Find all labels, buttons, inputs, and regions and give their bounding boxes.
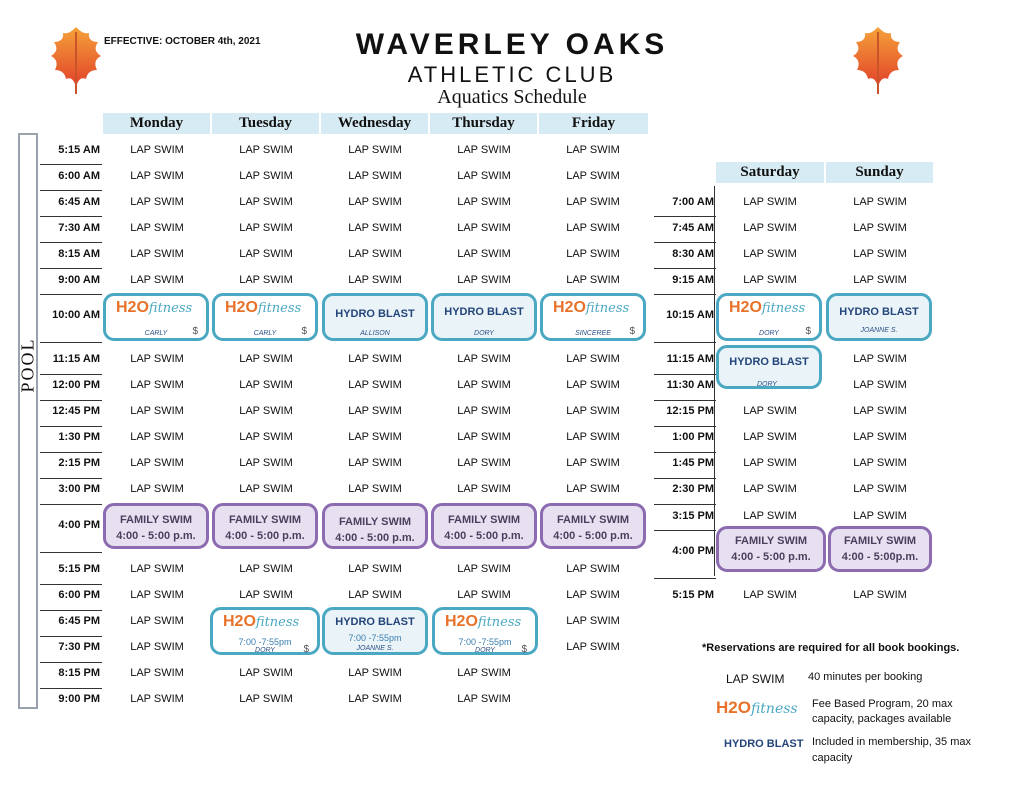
h2o-fitness-class	[210, 607, 320, 655]
legend-hydro-desc-1: Included in membership, 35 max	[812, 736, 971, 748]
time-label-weekend: 5:15 PM	[672, 589, 714, 601]
time-label-weekend: 7:00 AM	[672, 196, 714, 208]
lap-swim-cell: LAP SWIM	[130, 144, 184, 156]
h2o-fitness-class	[432, 607, 538, 655]
lap-swim-cell: LAP SWIM	[743, 510, 797, 522]
time-label: 9:00 PM	[58, 693, 100, 705]
lap-swim-cell: LAP SWIM	[853, 248, 907, 260]
lap-swim-cell: LAP SWIM	[348, 693, 402, 705]
row-divider	[40, 478, 102, 479]
lap-swim-cell: LAP SWIM	[239, 170, 293, 182]
instructor-name: JOANNE S.	[860, 327, 898, 334]
time-label-weekend: 10:15 AM	[666, 309, 714, 321]
row-divider	[40, 190, 102, 191]
row-divider	[40, 268, 102, 269]
dollar-icon: $	[629, 326, 635, 337]
lap-swim-cell: LAP SWIM	[130, 615, 184, 627]
family-swim-class	[322, 503, 428, 549]
row-divider-weekend	[654, 452, 716, 453]
h2o-fitness-logo: H2Ofitness	[116, 299, 193, 316]
lap-swim-cell: LAP SWIM	[743, 589, 797, 601]
family-swim-label: FAMILY SWIM	[119, 514, 193, 526]
h2o-fitness-logo: H2Ofitness	[223, 613, 300, 630]
h2o-fitness-logo: H2Ofitness	[225, 299, 302, 316]
row-divider-weekend	[654, 578, 716, 579]
legend-h2o-desc-2: capacity, packages available	[812, 713, 952, 725]
lap-swim-cell: LAP SWIM	[853, 353, 907, 365]
class-time: 7:00 -7:55pm	[458, 637, 512, 647]
instructor-name: ALLISON	[360, 330, 390, 337]
family-swim-label: FAMILY SWIM	[228, 514, 302, 526]
lap-swim-cell: LAP SWIM	[239, 353, 293, 365]
lap-swim-cell: LAP SWIM	[457, 589, 511, 601]
row-divider	[40, 662, 102, 663]
time-label-weekend: 12:15 PM	[666, 405, 714, 417]
time-label-weekend: 1:45 PM	[672, 457, 714, 469]
family-swim-time: 4:00 - 5:00 p.m.	[444, 530, 524, 542]
day-header-friday: Friday	[539, 113, 648, 134]
instructor-name: CARLY	[144, 330, 168, 337]
lap-swim-cell: LAP SWIM	[743, 222, 797, 234]
lap-swim-cell: LAP SWIM	[457, 667, 511, 679]
time-label-weekend: 3:15 PM	[672, 510, 714, 522]
lap-swim-cell: LAP SWIM	[130, 589, 184, 601]
family-swim-label: FAMILY SWIM	[843, 535, 917, 547]
time-label: 8:15 AM	[58, 248, 100, 260]
dollar-icon: $	[521, 644, 527, 655]
lap-swim-cell: LAP SWIM	[130, 353, 184, 365]
row-divider	[40, 504, 102, 505]
time-label: 6:00 AM	[58, 170, 100, 182]
row-divider-weekend	[654, 374, 716, 375]
lap-swim-cell: LAP SWIM	[130, 563, 184, 575]
lap-swim-cell: LAP SWIM	[457, 144, 511, 156]
hydro-blast-class	[322, 607, 428, 655]
legend-h2o-logo: H2Ofitness	[716, 698, 798, 717]
lap-swim-cell: LAP SWIM	[457, 248, 511, 260]
row-divider-weekend	[654, 478, 716, 479]
time-label: 9:00 AM	[58, 274, 100, 286]
time-label: 6:45 PM	[58, 615, 100, 627]
lap-swim-cell: LAP SWIM	[853, 457, 907, 469]
time-label: 12:00 PM	[52, 379, 100, 391]
h2o-fitness-class	[212, 293, 318, 341]
time-label: 5:15 AM	[58, 144, 100, 156]
instructor-name: SINCEREE	[575, 330, 611, 337]
family-swim-label: FAMILY SWIM	[734, 535, 808, 547]
family-swim-class	[212, 503, 318, 549]
legend-h2o-desc-1: Fee Based Program, 20 max	[812, 698, 953, 710]
lap-swim-cell: LAP SWIM	[853, 589, 907, 601]
lap-swim-cell: LAP SWIM	[239, 248, 293, 260]
hydro-blast-class	[322, 293, 428, 341]
day-header-saturday: Saturday	[716, 162, 824, 183]
lap-swim-cell: LAP SWIM	[130, 483, 184, 495]
lap-swim-cell: LAP SWIM	[457, 483, 511, 495]
time-label: 7:30 AM	[58, 222, 100, 234]
family-swim-label: FAMILY SWIM	[447, 514, 521, 526]
instructor-name: DORY	[475, 647, 495, 654]
instructor-name: DORY	[759, 330, 779, 337]
lap-swim-cell: LAP SWIM	[853, 196, 907, 208]
lap-swim-cell: LAP SWIM	[348, 483, 402, 495]
time-label: 7:30 PM	[58, 641, 100, 653]
schedule-title: Aquatics Schedule	[437, 86, 587, 108]
weekend-divider	[714, 186, 715, 576]
day-header-wednesday: Wednesday	[321, 113, 428, 134]
lap-swim-cell: LAP SWIM	[348, 144, 402, 156]
row-divider	[40, 242, 102, 243]
lap-swim-cell: LAP SWIM	[239, 589, 293, 601]
lap-swim-cell: LAP SWIM	[239, 196, 293, 208]
lap-swim-cell: LAP SWIM	[130, 170, 184, 182]
family-swim-time: 4:00 - 5:00 p.m.	[116, 530, 196, 542]
lap-swim-cell: LAP SWIM	[130, 222, 184, 234]
lap-swim-cell: LAP SWIM	[130, 431, 184, 443]
lap-swim-cell: LAP SWIM	[457, 170, 511, 182]
lap-swim-cell: LAP SWIM	[457, 563, 511, 575]
instructor-name: DORY	[255, 647, 275, 654]
lap-swim-cell: LAP SWIM	[457, 457, 511, 469]
instructor-name: DORY	[474, 330, 494, 337]
lap-swim-cell: LAP SWIM	[853, 379, 907, 391]
h2o-fitness-class	[540, 293, 646, 341]
family-swim-time: 4:00 - 5:00 p.m.	[335, 532, 415, 544]
lap-swim-cell: LAP SWIM	[348, 222, 402, 234]
lap-swim-cell: LAP SWIM	[130, 667, 184, 679]
lap-swim-cell: LAP SWIM	[457, 222, 511, 234]
lap-swim-cell: LAP SWIM	[239, 563, 293, 575]
time-label-weekend: 4:00 PM	[672, 545, 714, 557]
lap-swim-cell: LAP SWIM	[239, 405, 293, 417]
family-swim-time: 4:00 - 5:00 p.m.	[731, 551, 811, 563]
family-swim-class	[103, 503, 209, 549]
lap-swim-cell: LAP SWIM	[348, 405, 402, 417]
lap-swim-cell: LAP SWIM	[348, 170, 402, 182]
instructor-name: CARLY	[253, 330, 277, 337]
row-divider	[40, 552, 102, 553]
row-divider-weekend	[654, 294, 716, 295]
row-divider	[40, 452, 102, 453]
lap-swim-cell: LAP SWIM	[853, 510, 907, 522]
row-divider-weekend	[654, 504, 716, 505]
time-label-weekend: 7:45 AM	[672, 222, 714, 234]
dollar-icon: $	[805, 326, 811, 337]
lap-swim-cell: LAP SWIM	[566, 589, 620, 601]
row-divider-weekend	[654, 342, 716, 343]
lap-swim-cell: LAP SWIM	[457, 274, 511, 286]
hydro-blast-label: HYDRO BLAST	[729, 356, 809, 368]
family-swim-class	[828, 526, 932, 572]
hydro-blast-class	[431, 293, 537, 341]
lap-swim-cell: LAP SWIM	[457, 196, 511, 208]
lap-swim-cell: LAP SWIM	[239, 483, 293, 495]
lap-swim-cell: LAP SWIM	[566, 222, 620, 234]
family-swim-label: FAMILY SWIM	[556, 514, 630, 526]
legend-hydro-desc-2: capacity	[812, 752, 853, 764]
hydro-blast-class	[826, 293, 932, 341]
row-divider	[40, 636, 102, 637]
row-divider	[40, 294, 102, 295]
lap-swim-cell: LAP SWIM	[743, 196, 797, 208]
row-divider	[40, 374, 102, 375]
lap-swim-cell: LAP SWIM	[853, 431, 907, 443]
family-swim-time: 4:00 - 5:00p.m.	[841, 551, 919, 563]
hydro-blast-label: HYDRO BLAST	[839, 306, 919, 318]
row-divider	[40, 164, 102, 165]
lap-swim-cell: LAP SWIM	[566, 641, 620, 653]
lap-swim-cell: LAP SWIM	[566, 457, 620, 469]
row-divider	[40, 688, 102, 689]
h2o-fitness-logo: H2Ofitness	[445, 613, 522, 630]
lap-swim-cell: LAP SWIM	[743, 457, 797, 469]
family-swim-class	[431, 503, 537, 549]
time-label-weekend: 11:30 AM	[666, 379, 714, 391]
lap-swim-cell: LAP SWIM	[457, 693, 511, 705]
time-label: 11:15 AM	[52, 353, 100, 365]
lap-swim-cell: LAP SWIM	[743, 483, 797, 495]
lap-swim-cell: LAP SWIM	[348, 667, 402, 679]
family-swim-class	[716, 526, 826, 572]
lap-swim-cell: LAP SWIM	[566, 563, 620, 575]
time-label: 6:45 AM	[58, 196, 100, 208]
lap-swim-cell: LAP SWIM	[566, 170, 620, 182]
reservation-note: *Reservations are required for all book bookings.	[702, 642, 960, 654]
h2o-fitness-class	[103, 293, 209, 341]
row-divider	[40, 610, 102, 611]
family-swim-time: 4:00 - 5:00 p.m.	[553, 530, 633, 542]
page-title: WAVERLEY OAKS	[355, 28, 669, 61]
h2o-fitness-logo: H2Ofitness	[553, 299, 630, 316]
lap-swim-cell: LAP SWIM	[348, 248, 402, 260]
lap-swim-cell: LAP SWIM	[239, 274, 293, 286]
day-header-tuesday: Tuesday	[212, 113, 319, 134]
lap-swim-cell: LAP SWIM	[566, 353, 620, 365]
lap-swim-cell: LAP SWIM	[566, 405, 620, 417]
time-label: 10:00 AM	[52, 309, 100, 321]
lap-swim-cell: LAP SWIM	[853, 483, 907, 495]
time-label-weekend: 8:30 AM	[672, 248, 714, 260]
lap-swim-cell: LAP SWIM	[239, 222, 293, 234]
lap-swim-cell: LAP SWIM	[457, 379, 511, 391]
row-divider	[40, 400, 102, 401]
lap-swim-cell: LAP SWIM	[239, 693, 293, 705]
legend-lap-label: LAP SWIM	[726, 672, 785, 686]
row-divider	[40, 426, 102, 427]
lap-swim-cell: LAP SWIM	[239, 667, 293, 679]
lap-swim-cell: LAP SWIM	[348, 457, 402, 469]
row-divider	[40, 216, 102, 217]
time-label: 5:15 PM	[58, 563, 100, 575]
dollar-icon: $	[301, 326, 307, 337]
effective-date: EFFECTIVE: OCTOBER 4th, 2021	[104, 36, 261, 47]
class-time: 7:00 -7:55pm	[348, 633, 402, 643]
lap-swim-cell: LAP SWIM	[130, 196, 184, 208]
time-label: 6:00 PM	[58, 589, 100, 601]
row-divider-weekend	[654, 426, 716, 427]
lap-swim-cell: LAP SWIM	[566, 431, 620, 443]
lap-swim-cell: LAP SWIM	[743, 431, 797, 443]
lap-swim-cell: LAP SWIM	[239, 144, 293, 156]
hydro-blast-label: HYDRO BLAST	[335, 616, 415, 628]
lap-swim-cell: LAP SWIM	[348, 274, 402, 286]
lap-swim-cell: LAP SWIM	[130, 405, 184, 417]
lap-swim-cell: LAP SWIM	[566, 483, 620, 495]
lap-swim-cell: LAP SWIM	[348, 379, 402, 391]
hydro-blast-label: HYDRO BLAST	[444, 306, 524, 318]
time-label: 4:00 PM	[58, 519, 100, 531]
lap-swim-cell: LAP SWIM	[239, 431, 293, 443]
family-swim-time: 4:00 - 5:00 p.m.	[225, 530, 305, 542]
day-header-thursday: Thursday	[430, 113, 537, 134]
row-divider	[40, 584, 102, 585]
lap-swim-cell: LAP SWIM	[130, 379, 184, 391]
lap-swim-cell: LAP SWIM	[457, 353, 511, 365]
row-divider-weekend	[654, 530, 716, 531]
page-subtitle: ATHLETIC CLUB	[407, 62, 617, 87]
lap-swim-cell: LAP SWIM	[457, 405, 511, 417]
lap-swim-cell: LAP SWIM	[130, 274, 184, 286]
lap-swim-cell: LAP SWIM	[239, 457, 293, 469]
day-header-monday: Monday	[103, 113, 210, 134]
lap-swim-cell: LAP SWIM	[566, 144, 620, 156]
lap-swim-cell: LAP SWIM	[743, 248, 797, 260]
row-divider-weekend	[654, 216, 716, 217]
class-time: 7:00 -7:55pm	[238, 637, 292, 647]
dollar-icon: $	[303, 644, 309, 655]
pool-label: POOL	[17, 337, 38, 393]
lap-swim-cell: LAP SWIM	[130, 641, 184, 653]
legend-hydro-label: HYDRO BLAST	[724, 738, 804, 750]
time-label: 1:30 PM	[58, 431, 100, 443]
day-header-sunday: Sunday	[826, 162, 933, 183]
lap-swim-cell: LAP SWIM	[566, 379, 620, 391]
lap-swim-cell: LAP SWIM	[566, 274, 620, 286]
lap-swim-cell: LAP SWIM	[348, 431, 402, 443]
family-swim-class	[540, 503, 646, 549]
lap-swim-cell: LAP SWIM	[348, 563, 402, 575]
lap-swim-cell: LAP SWIM	[566, 196, 620, 208]
time-label: 12:45 PM	[52, 405, 100, 417]
row-divider-weekend	[654, 268, 716, 269]
dollar-icon: $	[192, 326, 198, 337]
instructor-name: JOANNE S.	[356, 645, 394, 652]
h2o-fitness-logo: H2Ofitness	[729, 299, 806, 316]
lap-swim-cell: LAP SWIM	[348, 196, 402, 208]
time-label: 2:15 PM	[58, 457, 100, 469]
lap-swim-cell: LAP SWIM	[348, 589, 402, 601]
lap-swim-cell: LAP SWIM	[239, 379, 293, 391]
lap-swim-cell: LAP SWIM	[566, 615, 620, 627]
lap-swim-cell: LAP SWIM	[743, 405, 797, 417]
lap-swim-cell: LAP SWIM	[348, 353, 402, 365]
h2o-fitness-class	[716, 293, 822, 341]
instructor-name: DORY	[757, 381, 777, 388]
lap-swim-cell: LAP SWIM	[130, 693, 184, 705]
lap-swim-cell: LAP SWIM	[457, 431, 511, 443]
time-label-weekend: 1:00 PM	[672, 431, 714, 443]
time-label: 3:00 PM	[58, 483, 100, 495]
lap-swim-cell: LAP SWIM	[130, 248, 184, 260]
time-label-weekend: 2:30 PM	[672, 483, 714, 495]
pool-bar	[18, 133, 38, 709]
lap-swim-cell: LAP SWIM	[130, 457, 184, 469]
time-label-weekend: 9:15 AM	[672, 274, 714, 286]
time-label-weekend: 11:15 AM	[666, 353, 714, 365]
hydro-blast-label: HYDRO BLAST	[335, 308, 415, 320]
time-label: 8:15 PM	[58, 667, 100, 679]
lap-swim-cell: LAP SWIM	[853, 405, 907, 417]
lap-swim-cell: LAP SWIM	[853, 274, 907, 286]
family-swim-label: FAMILY SWIM	[338, 516, 412, 528]
lap-swim-cell: LAP SWIM	[853, 222, 907, 234]
row-divider-weekend	[654, 400, 716, 401]
row-divider-weekend	[654, 242, 716, 243]
legend-lap-desc: 40 minutes per booking	[808, 671, 923, 683]
lap-swim-cell: LAP SWIM	[743, 274, 797, 286]
row-divider	[40, 342, 102, 343]
lap-swim-cell: LAP SWIM	[566, 248, 620, 260]
hydro-blast-class	[716, 345, 822, 389]
